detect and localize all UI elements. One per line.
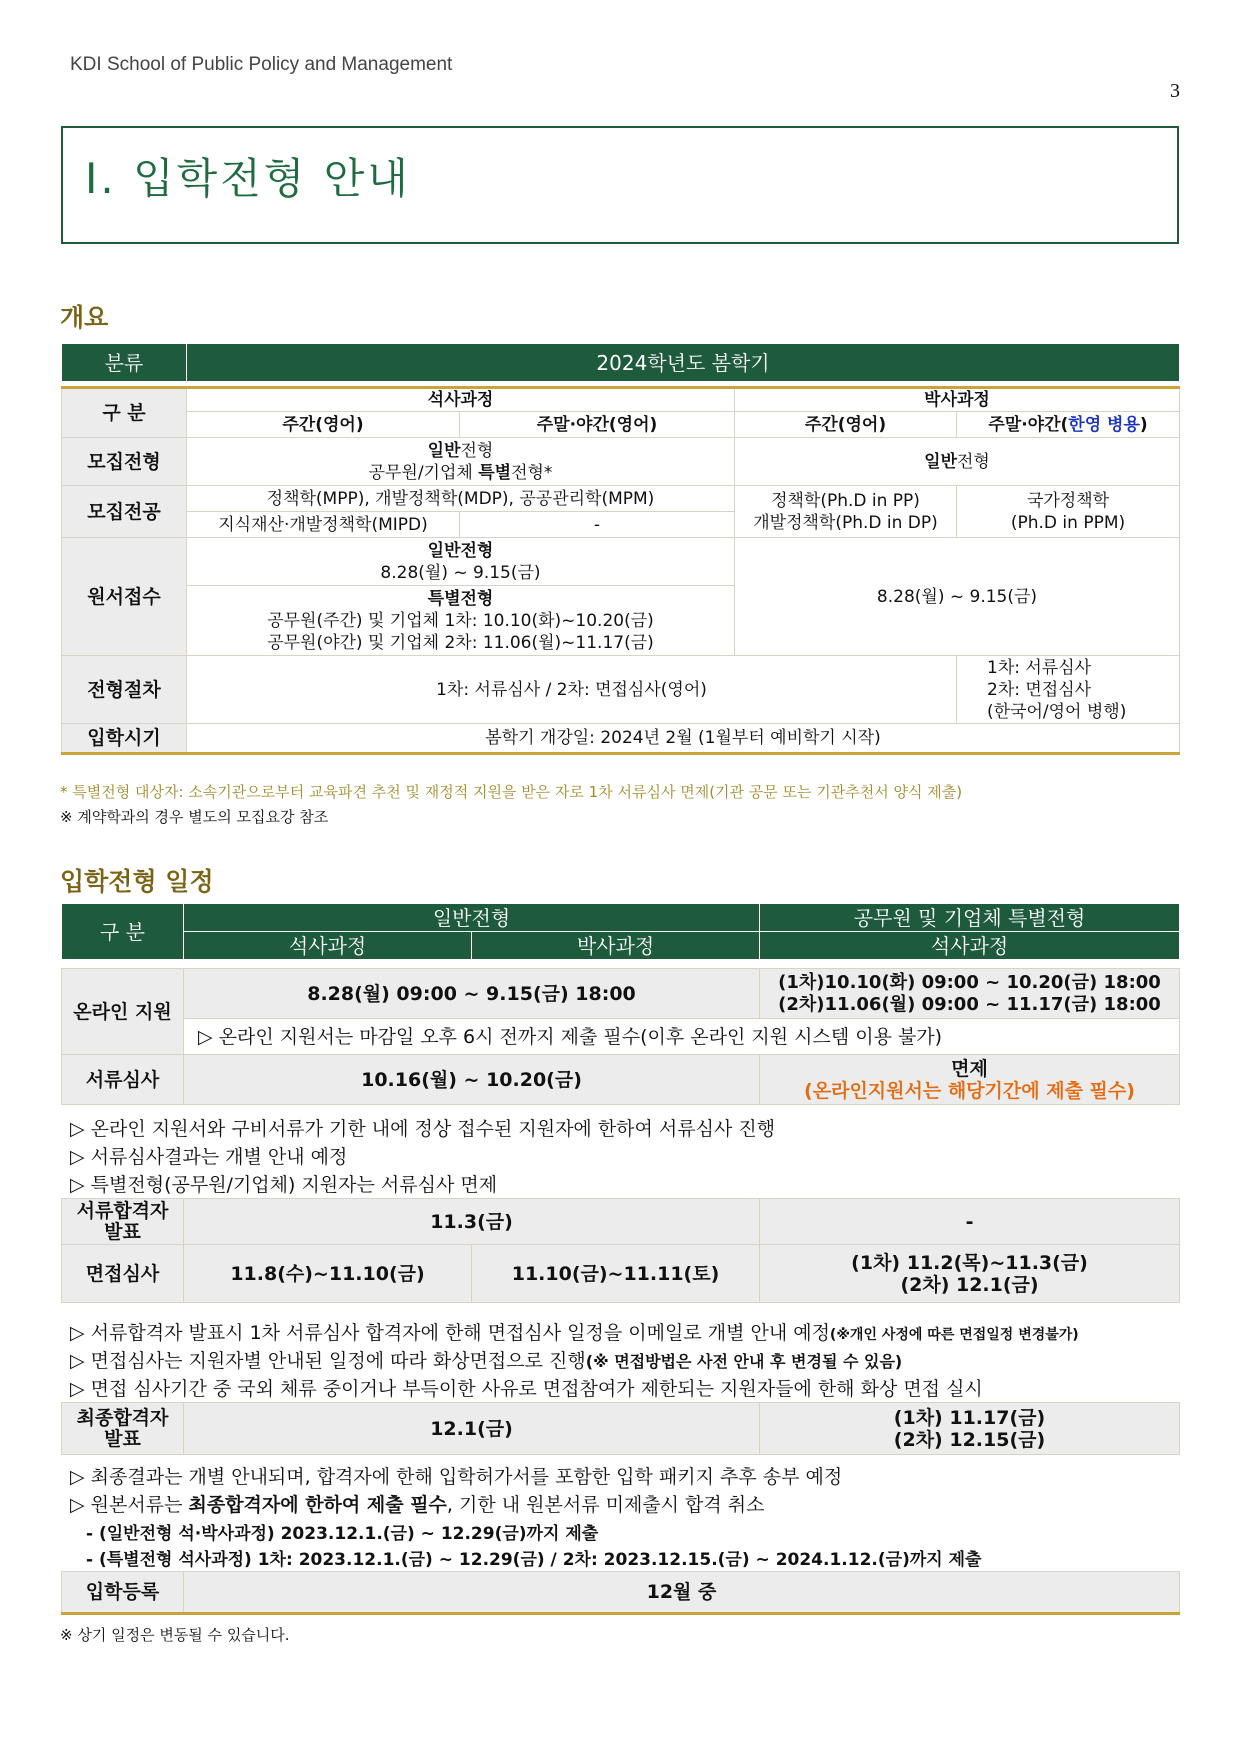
sched-doctoral: 박사과정 [472, 932, 760, 960]
final-subnote: - (일반전형 석·박사과정) 2023.12.1.(금) ~ 12.29(금)까지 제출 [86, 1524, 599, 1544]
major-ppm: 국가정책학 (Ph.D in PPM) [957, 486, 1180, 538]
overview-heading: 개요 [60, 303, 109, 332]
final-general: 12.1(금) [184, 1403, 760, 1455]
interview-bullet: ▷ 면접 심사기간 중 국외 체류 중이거나 부득이한 사유로 면접참여가 제한되는 지원자들에 한해 화상 면접 실시 [70, 1378, 983, 1400]
interview-label: 면접심사 [62, 1245, 184, 1303]
start-label: 입학시기 [62, 724, 187, 754]
pass-interview-table [61, 1198, 1180, 1303]
major-m1: 정책학(MPP), 개발정책학(MDP), 공공관리학(MPM) [187, 486, 735, 512]
recruit-doctoral: 일반전형 [735, 438, 1180, 486]
apply-doctoral: 8.28(월) ~ 9.15(금) [735, 538, 1180, 656]
apply-label: 원서접수 [62, 538, 187, 656]
schedule-heading: 입학전형 일정 [60, 867, 214, 896]
doc-label: 서류심사 [62, 1055, 184, 1105]
sched-special-masters: 석사과정 [760, 932, 1180, 960]
online-label: 온라인 지원 [62, 969, 184, 1055]
major-label: 모집전공 [62, 486, 187, 538]
online-general: 8.28(월) 09:00 ~ 9.15(금) 18:00 [184, 969, 760, 1019]
final-subnote: - (특별전형 석사과정) 1차: 2023.12.1.(금) ~ 12.29(금) / 2차: 2023.12.15.(금) ~ 2024.1.12.(금)까지 제출 [86, 1550, 982, 1570]
major-m2b: - [460, 512, 735, 538]
interview-doctoral: 11.10(금)~11.11(토) [472, 1245, 760, 1303]
schedule-header [61, 903, 1180, 960]
doc-special: 면제 (온라인지원서는 해당기간에 제출 필수) [760, 1055, 1180, 1105]
doc-bullet: ▷ 서류심사결과는 개별 안내 예정 [70, 1146, 348, 1168]
sched-special: 공무원 및 기업체 특별전형 [760, 904, 1180, 932]
doc-general: 10.16(월) ~ 10.20(금) [184, 1055, 760, 1105]
final-special: (1차) 11.17(금) (2차) 12.15(금) [760, 1403, 1180, 1455]
sched-general: 일반전형 [184, 904, 760, 932]
doc-bullet: ▷ 특별전형(공무원/기업체) 지원자는 서류심사 면제 [70, 1174, 498, 1196]
page-title: Ⅰ. 입학전형 안내 [85, 154, 411, 203]
doctoral-header: 박사과정 [735, 388, 1180, 412]
online-table [61, 968, 1180, 1105]
interview-bullet: ▷ 서류합격자 발표시 1차 서류심사 합격자에 한해 면접심사 일정을 이메일로 개별 안내 예정(※개인 사정에 따른 면접일정 변경불가) [70, 1322, 1079, 1344]
registration-table [61, 1571, 1180, 1615]
recruit-label: 모집전형 [62, 438, 187, 486]
interview-special: (1차) 11.2(목)~11.3(금) (2차) 12.1(금) [760, 1245, 1180, 1303]
note-contract: ※ 계약학과의 경우 별도의 모집요강 참조 [60, 808, 329, 826]
m-weekend: 주말·야간(영어) [460, 412, 735, 438]
m-day: 주간(영어) [187, 412, 460, 438]
proc-main: 1차: 서류심사 / 2차: 면접심사(영어) [187, 656, 957, 724]
final-bullet: ▷ 최종결과는 개별 안내되며, 합격자에 한해 입학허가서를 포함한 입학 패키지 추후 송부 예정 [70, 1466, 843, 1488]
page-number: 3 [1170, 80, 1180, 102]
apply-general: 일반전형 8.28(월) ~ 9.15(금) [187, 538, 735, 586]
proc-doctoral: 1차: 서류심사 2차: 면접심사 (한국어/영어 병행) [957, 656, 1180, 724]
final-table [61, 1402, 1180, 1455]
online-special: (1차)10.10(화) 09:00 ~ 10.20(금) 18:00 (2차)11.06(월) 09:00 ~ 11.17(금) 18:00 [760, 969, 1180, 1019]
apply-special: 특별전형 공무원(주간) 및 기업체 1차: 10.10(화)~10.20(금) 공무원(야간) 및 기업체 2차: 11.06(월)~11.17(금) [187, 586, 735, 656]
interview-masters: 11.8(수)~11.10(금) [184, 1245, 472, 1303]
col-category: 분류 [62, 344, 187, 382]
docpass-label: 서류합격자 발표 [62, 1199, 184, 1245]
major-m2a: 지식재산·개발정책학(MIPD) [187, 512, 460, 538]
final-bullet: ▷ 원본서류는 최종합격자에 한하여 제출 필수, 기한 내 원본서류 미제출시 합격 취소 [70, 1494, 765, 1516]
reg-text: 12월 중 [184, 1572, 1180, 1614]
interview-bullet: ▷ 면접심사는 지원자별 안내된 일정에 따라 화상면접으로 진행(※ 면접방법은 사전 안내 후 변경될 수 있음) [70, 1350, 903, 1372]
gubun-label: 구 분 [62, 388, 187, 438]
doc-bullet: ▷ 온라인 지원서와 구비서류가 기한 내에 정상 접수된 지원자에 한하여 서류심사 진행 [70, 1118, 776, 1140]
school-name: KDI School of Public Policy and Management [70, 54, 453, 75]
col-semester: 2024학년도 봄학기 [187, 344, 1180, 382]
schedule-footer: ※ 상기 일정은 변동될 수 있습니다. [60, 1626, 290, 1644]
d-day: 주간(영어) [735, 412, 957, 438]
recruit-masters: 일반전형 공무원/기업체 특별전형* [187, 438, 735, 486]
reg-label: 입학등록 [62, 1572, 184, 1614]
proc-label: 전형절차 [62, 656, 187, 724]
major-doctoral: 정책학(Ph.D in PP) 개발정책학(Ph.D in DP) [735, 486, 957, 538]
final-label: 최종합격자 발표 [62, 1403, 184, 1455]
note-special: * 특별전형 대상자: 소속기관으로부터 교육파견 추천 및 재정적 지원을 받은 자로 1차 서류심사 면제(기관 공문 또는 기관추천서 양식 제출) [60, 783, 963, 801]
sched-masters: 석사과정 [184, 932, 472, 960]
online-note: ▷ 온라인 지원서는 마감일 오후 6시 전까지 제출 필수(이후 온라인 지원 시스템 이용 불가) [184, 1019, 1180, 1055]
docpass-general: 11.3(금) [184, 1199, 760, 1245]
title-box [61, 126, 1179, 244]
d-weekend: 주말·야간(한영 병용) [957, 412, 1180, 438]
start-text: 봄학기 개강일: 2024년 2월 (1월부터 예비학기 시작) [187, 724, 1180, 754]
docpass-special: - [760, 1199, 1180, 1245]
overview-table [61, 343, 1180, 755]
sched-gubun: 구 분 [62, 904, 184, 960]
masters-header: 석사과정 [187, 388, 735, 412]
